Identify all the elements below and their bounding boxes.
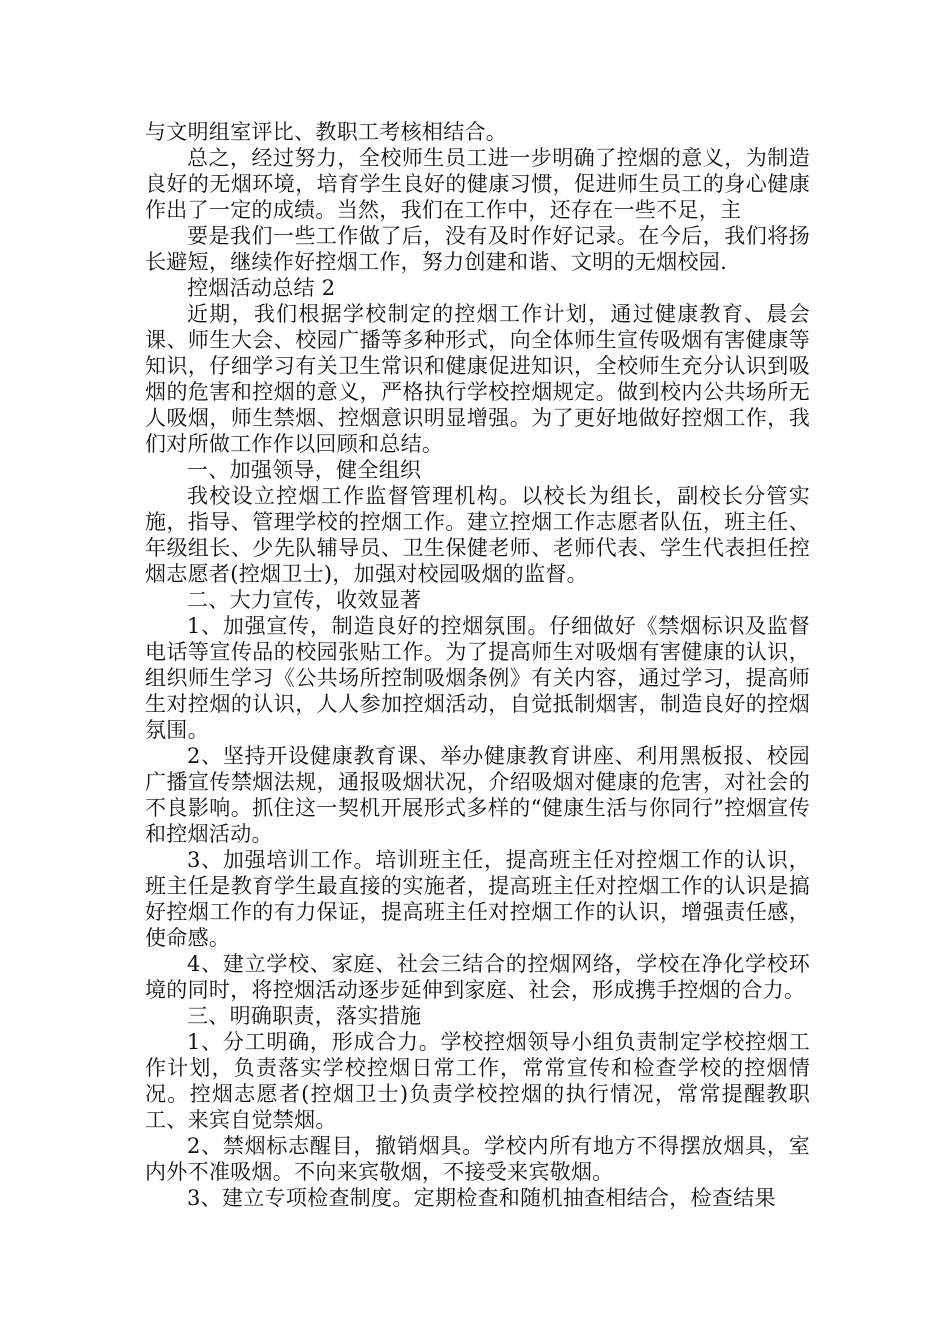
paragraph: 要是我们一些工作做了后，没有及时作好记录。在今后，我们将扬长避短，继续作好控烟工作，努力创建和谐、文明的无烟校园.: [145, 224, 810, 274]
paragraph: 1、分工明确，形成合力。学校控烟领导小组负责制定学校控烟工作计划，负责落实学校控烟日常工作，常常宣传和检查学校的控烟情况。控烟志愿者(控烟卫士)负责学校控烟的执行情况，常常提醒教职工、来宾自觉禁烟。: [145, 1030, 810, 1132]
paragraph: 与文明组室评比、教职工考核相结合。: [145, 120, 508, 144]
paragraph: 我校设立控烟工作监督管理机构。以校长为组长，副校长分管实施，指导、管理学校的控烟工作。建立控烟工作志愿者队伍，班主任、年级组长、少先队辅导员、卫生保健老师、老师代表、学生代表担任控烟志愿者(控烟卫士)，加强对校园吸烟的监督。: [145, 484, 810, 586]
paragraph: 4、建立学校、家庭、社会三结合的控烟网络，学校在净化学校环境的同时，将控烟活动逐步延伸到家庭、社会，形成携手控烟的合力。: [145, 952, 810, 1002]
document-body: [145, 119, 810, 1211]
paragraph: 3、加强培训工作。培训班主任，提高班主任对控烟工作的认识，班主任是教育学生最直接的实施者，提高班主任对控烟工作的认识是搞好控烟工作的有力保证，提高班主任对控烟工作的认识，增强责任感，使命感。: [145, 848, 810, 950]
section-heading: 一、加强领导，健全组织: [187, 458, 422, 482]
section-heading: 二、大力宣传，收效显著: [187, 588, 422, 612]
paragraph: 2、禁烟标志醒目，撤销烟具。学校内所有地方不得摆放烟具，室内外不准吸烟。不向来宾敬烟，不接受来宾敬烟。: [145, 1134, 810, 1184]
paragraph: 近期，我们根据学校制定的控烟工作计划，通过健康教育、晨会课、师生大会、校园广播等多种形式，向全体师生宣传吸烟有害健康等知识，仔细学习有关卫生常识和健康促进知识，全校师生充分认识到吸烟的危害和控烟的意义，严格执行学校控烟规定。做到校内公共场所无人吸烟，师生禁烟、控烟意识明显增强。为了更好地做好控烟工作，我们对所做工作作以回顾和总结。: [145, 302, 810, 456]
section-title: 控烟活动总结 2: [187, 276, 336, 300]
paragraph: 3、建立专项检查制度。定期检查和随机抽查相结合，检查结果: [187, 1186, 776, 1210]
paragraph: 1、加强宣传，制造良好的控烟氛围。仔细做好《禁烟标识及监督电话等宣传品的校园张贴工作。为了提高师生对吸烟有害健康的认识，组织师生学习《公共场所控制吸烟条例》有关内容，通过学习，提高师生对控烟的认识，人人参加控烟活动，自觉抵制烟害，制造良好的控烟氛围。: [145, 614, 810, 742]
paragraph: 2、坚持开设健康教育课、举办健康教育讲座、利用黑板报、校园广播宣传禁烟法规，通报吸烟状况，介绍吸烟对健康的危害，对社会的不良影响。抓住这一契机开展形式多样的“健康生活与你同行”控烟宣传和控烟活动。: [145, 744, 810, 846]
section-heading: 三、明确职责，落实措施: [187, 1004, 422, 1028]
paragraph: 总之，经过努力，全校师生员工进一步明确了控烟的意义，为制造良好的无烟环境，培育学生良好的健康习惯，促进师生员工的身心健康作出了一定的成绩。当然，我们在工作中，还存在一些不足，主: [145, 146, 810, 222]
